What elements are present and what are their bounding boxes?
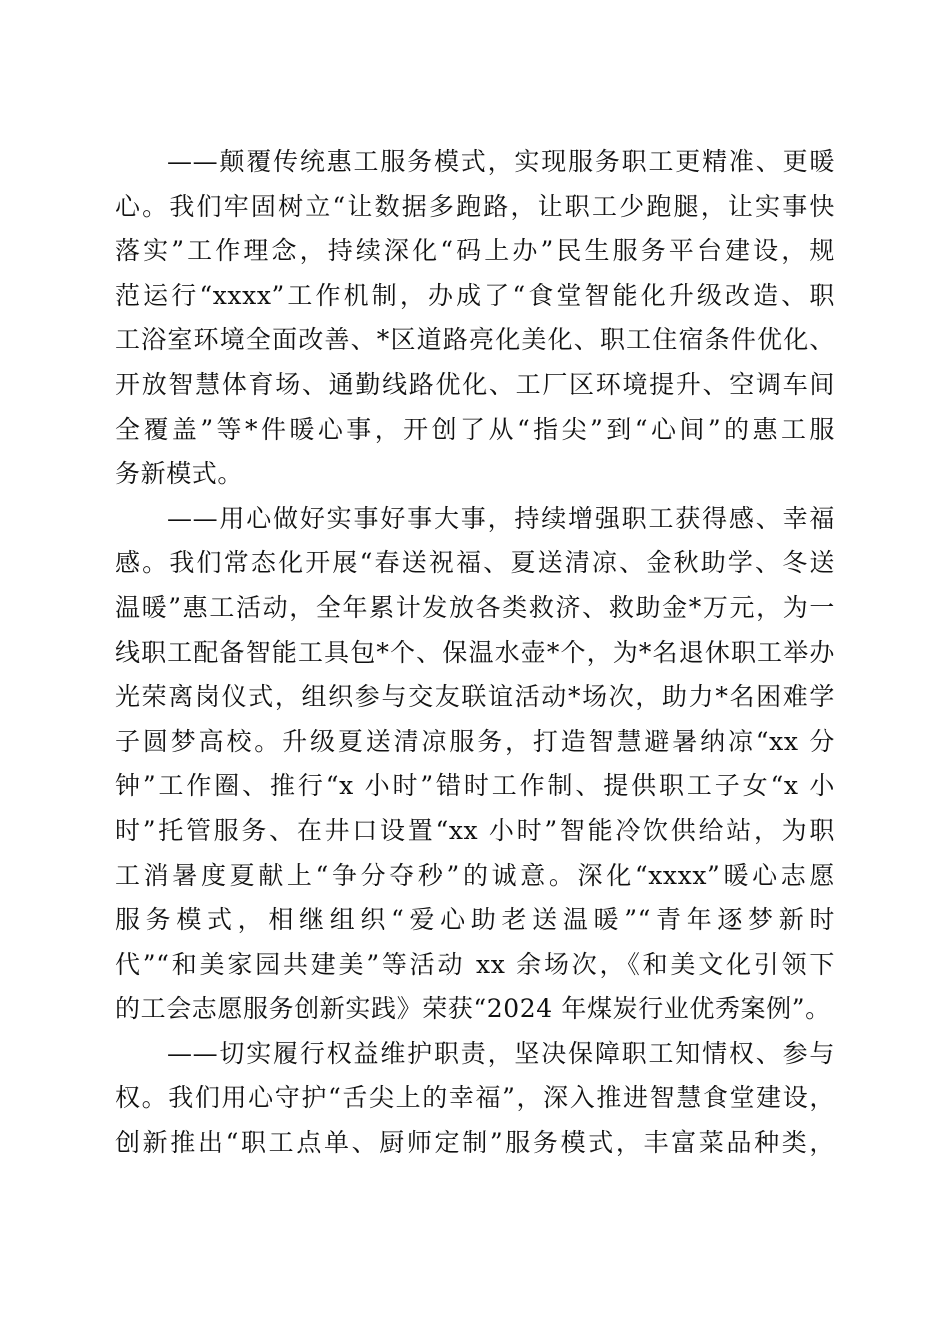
paragraph-rights-protection <box>115 1032 835 1166</box>
text-line: 创新推出“职工点单、厨师定制”服务模式，丰富菜品种类， <box>115 1128 835 1158</box>
text-line: 工消暑度夏献上“争分夺秒”的诚意。深化“xxxx”暖心志愿 <box>115 860 835 890</box>
text-line: 钟”工作圈、推行“x 小时”错时工作制、提供职工子女“x 小 <box>115 771 835 801</box>
text-line: ——颠覆传统惠工服务模式，实现服务职工更精准、更暖 <box>167 147 835 176</box>
text-line: 光荣离岗仪式，组织参与交友联谊活动*场次，助力*名困难学 <box>115 682 835 712</box>
text-line: 权。我们用心守护“舌尖上的幸福”，深入推进智慧食堂建设， <box>115 1083 835 1113</box>
text-line: 代”“和美家园共建美”等活动 xx 余场次，《和美文化引领下 <box>115 949 835 979</box>
text-line: 务新模式。 <box>115 459 244 489</box>
text-line: 落实”工作理念，持续深化“码上办”民生服务平台建设，规 <box>115 236 835 266</box>
text-line: 心。我们牢固树立“让数据多跑路，让职工少跑腿，让实事快 <box>115 191 835 221</box>
text-line: 开放智慧体育场、通勤线路优化、工厂区环境提升、空调车间 <box>115 369 835 399</box>
text-line: 感。我们常态化开展“春送祝福、夏送清凉、金秋助学、冬送 <box>115 548 835 578</box>
paragraph-service-model <box>115 140 835 497</box>
text-line: ——切实履行权益维护职责，坚决保障职工知情权、参与 <box>167 1038 835 1068</box>
text-line: 的工会志愿服务创新实践》荣获“2024 年煤炭行业优秀案例”。 <box>115 994 831 1024</box>
text-line: 工浴室环境全面改善、*区道路亮化美化、职工住宿条件优化、 <box>115 325 835 355</box>
text-line: 服务模式，相继组织“爱心助老送温暖”“青年逐梦新时 <box>115 905 835 935</box>
document-body <box>115 140 835 1166</box>
text-line: 线职工配备智能工具包*个、保温水壶*个，为*名退休职工举办 <box>115 637 835 667</box>
text-line: 温暖”惠工活动，全年累计发放各类救济、救助金*万元，为一 <box>115 592 835 622</box>
text-line: 范运行“xxxx”工作机制，办成了“食堂智能化升级改造、职 <box>115 280 835 310</box>
text-line: 子圆梦高校。升级夏送清凉服务，打造智慧避暑纳凉“xx 分 <box>115 726 835 756</box>
text-line: ——用心做好实事好事大事，持续增强职工获得感、幸福 <box>167 503 835 533</box>
text-line: 时”托管服务、在井口设置“xx 小时”智能冷饮供给站，为职 <box>115 815 835 845</box>
text-line: 全覆盖”等*件暖心事，开创了从“指尖”到“心间”的惠工服 <box>115 414 835 444</box>
paragraph-practical-matters <box>115 497 835 1032</box>
